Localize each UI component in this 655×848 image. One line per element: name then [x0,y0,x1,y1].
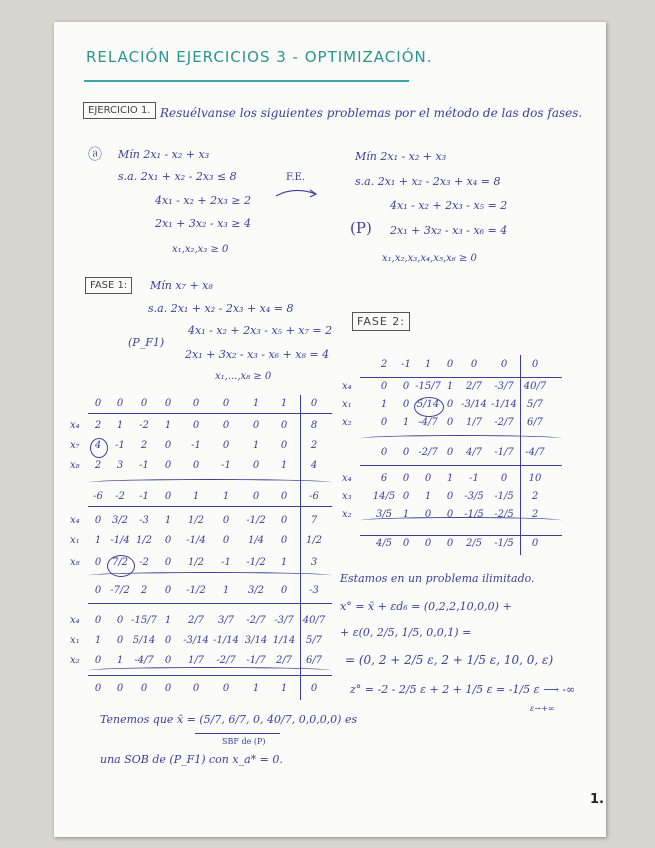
tableau-cell: 3/2 [247,585,265,596]
phase1-tableau [70,395,332,700]
row-basis-label: x₄ [342,473,352,484]
tableau-cell: 0 [252,460,260,471]
tableau-cell: 0 [402,473,410,484]
tableau-cell: 0 [424,473,432,484]
tableau-wavy-rule [360,517,562,524]
tableau-cell: 1 [116,655,124,666]
tableau-cell: 2/7 [187,615,205,626]
standard-constraint: 2x₁ + 3x₂ - x₃ - x₆ = 4 [390,224,508,237]
tableau-cell: 2/7 [275,655,293,666]
transform-arrow-icon [274,186,320,200]
exercise-label: EJERCICIO 1. [83,102,156,119]
original-constraint: s.a. 2x₁ + x₂ - 2x₃ ≤ 8 [118,170,237,183]
ray-equation: x° = x̄ + εd₆ = (0,2,2,10,0,0) + [340,600,512,613]
tableau-cell: 0 [280,535,288,546]
tableau-cell: 0 [94,398,102,409]
ray-equation: = (0, 2 + 2/5 ε, 2 + 1/5 ε, 10, 0, ε) [345,653,554,667]
tableau-cell: -1 [115,440,125,451]
tableau-cell: 1 [222,585,230,596]
tableau-cell: -3 [139,515,149,526]
tableau-cell: 1 [222,491,230,502]
tableau-cell: 0 [252,420,260,431]
tableau-rhs: 6/7 [305,655,323,666]
objective-limit: z° = -2 - 2/5 ε + 2 + 1/5 ε = -1/5 ε ⟶ -∞ [350,683,576,696]
tableau-cell: 0 [116,683,124,694]
tableau-cell: 1 [280,398,288,409]
tableau-cell: 5/14 [132,635,156,646]
tableau-cell: 1 [446,473,454,484]
tableau-cell: 3/5 [375,509,393,520]
tableau-cell: 4/5 [375,538,393,549]
tableau-cell: 0 [280,515,288,526]
tableau-cell: -1/5 [494,491,514,502]
tableau-cell: 0 [164,535,172,546]
tableau-cell: 0 [94,683,102,694]
underbrace [195,733,280,734]
tableau-cell: 7/2 [111,557,129,568]
tableau-rhs: 0 [531,359,539,370]
tableau-cell: -15/7 [131,615,157,626]
tableau-cell: 1/7 [465,417,483,428]
tableau-cell: 0 [402,447,410,458]
tableau-cell: 3/7 [217,615,235,626]
tableau-cell: 1 [424,491,432,502]
tableau-rule [88,413,332,414]
tableau-cell: -15/7 [415,381,441,392]
tableau-cell: 1 [280,683,288,694]
tableau-cell: 14/5 [372,491,396,502]
tableau-cell: 0 [94,655,102,666]
tableau-cell: 0 [402,538,410,549]
tableau-cell: 0 [164,398,172,409]
tableau-cell: -1 [401,359,411,370]
row-basis-label: x₁ [70,635,80,646]
original-constraint: 4x₁ - x₂ + 2x₃ ≥ 2 [155,194,251,207]
tableau-cell: 0 [94,515,102,526]
tableau-cell: 0 [424,509,432,520]
tableau-cell: 4/7 [465,447,483,458]
tableau-cell: -2/7 [494,417,514,428]
tableau-cell: 0 [164,491,172,502]
tableau-cell: 1/2 [187,557,205,568]
tableau-cell: 0 [500,359,508,370]
tableau-cell: 0 [192,420,200,431]
tableau-rhs: 10 [528,473,542,484]
standard-constraint: 4x₁ - x₂ + 2x₃ - x₅ = 2 [390,199,508,212]
tableau-cell: -1/2 [246,515,266,526]
tableau-cell: -2/7 [418,447,438,458]
phase1-objective: Mín x₇ + x₈ [150,279,213,292]
tableau-cell: 0 [116,635,124,646]
tableau-rhs: 5/7 [305,635,323,646]
problem-p-label: (P) [350,219,372,237]
tableau-cell: 0 [164,460,172,471]
tableau-cell: 0 [446,399,454,410]
tableau-rhs: 4 [310,460,318,471]
tableau-cell: 2 [140,585,148,596]
tableau-cell: 0 [446,417,454,428]
tableau-cell: 1 [252,440,260,451]
tableau-cell: -1/14 [213,635,239,646]
tableau-rule [360,465,562,466]
tableau-cell: 1 [164,515,172,526]
tableau-cell: 5/14 [416,399,440,410]
tableau-wavy-rule [88,667,332,674]
page-title: RELACIÓN EJERCICIOS 3 - OPTIMIZACIÓN. [86,48,433,66]
tableau-cell: 0 [192,460,200,471]
row-basis-label: x₄ [70,515,80,526]
original-constraint: 2x₁ + 3x₂ - x₃ ≥ 4 [155,217,251,230]
tableau-cell: 1/7 [187,655,205,666]
pivot-circle [414,397,444,417]
tableau-cell: 0 [280,440,288,451]
tableau-cell: 0 [380,447,388,458]
tableau-rhs: 40/7 [302,615,326,626]
tableau-cell: -1/5 [494,538,514,549]
tableau-cell: -2/7 [216,655,236,666]
tableau-cell: 1 [424,359,432,370]
sbf-note: SBF de (P) [222,737,266,746]
tableau-cell: 6 [380,473,388,484]
row-basis-label: x₂ [342,417,352,428]
tableau-cell: 1 [94,635,102,646]
tableau-cell: 0 [402,399,410,410]
tableau-rhs: 0 [531,538,539,549]
tableau-cell: 2/5 [465,538,483,549]
tableau-cell: -1/4 [186,535,206,546]
row-basis-label: x₁ [70,535,80,546]
part-a-marker: ⓐ [88,147,102,163]
row-basis-label: x₄ [70,615,80,626]
tableau-cell: 0 [380,417,388,428]
original-nonneg: x₁,x₂,x₃ ≥ 0 [172,244,229,255]
tableau-cell: 0 [280,420,288,431]
ray-equation: + ε(0, 2/5, 1/5, 0,0,1) = [340,626,472,639]
row-basis-label: x₇ [70,440,80,451]
phase2-tableau [342,355,562,555]
tableau-cell: 1 [116,420,124,431]
tableau-cell: 0 [192,398,200,409]
tableau-cell: 0 [164,683,172,694]
tableau-cell: -2 [115,491,125,502]
tableau-cell: 0 [164,635,172,646]
tableau-cell: -1/2 [246,557,266,568]
tableau-cell: 3/14 [244,635,268,646]
tableau-cell: 1 [164,615,172,626]
tableau-cell: 1 [446,381,454,392]
pivot-circle [90,438,108,458]
tableau-wavy-rule [88,479,332,486]
tableau-rule [88,675,332,676]
tableau-cell: 0 [402,491,410,502]
tableau-cell: 0 [164,440,172,451]
tableau-rhs: 7 [310,515,318,526]
original-objective: Mín 2x₁ - x₂ + x₃ [118,148,210,161]
tableau-cell: 0 [280,585,288,596]
tableau-cell: 3/2 [111,515,129,526]
page-number: 1. [590,792,604,807]
tableau-rhs: 8 [310,420,318,431]
tableau-cell: -3/7 [494,381,514,392]
tableau-cell: -1/14 [491,399,517,410]
tableau-cell: 1 [252,683,260,694]
tableau-cell: 3 [116,460,124,471]
phase1-conclusion: una SOB de (P_F1) con x_a* = 0. [100,753,283,766]
pivot-circle [107,555,135,577]
tableau-wavy-rule [360,435,562,442]
tableau-rhs: 3 [310,557,318,568]
tableau-cell: -1/4 [110,535,130,546]
tableau-cell: 0 [140,398,148,409]
tableau-cell: -3/14 [183,635,209,646]
phase1-nonneg: x₁,...,x₈ ≥ 0 [215,371,272,382]
tableau-cell: 0 [222,440,230,451]
tableau-cell: -1 [221,557,231,568]
tableau-cell: 1 [280,557,288,568]
tableau-cell: -2/5 [494,509,514,520]
phase1-label: FASE 1: [85,277,132,294]
tableau-cell: 1/4 [247,535,265,546]
tableau-cell: -6 [93,491,103,502]
tableau-cell: 1/2 [187,515,205,526]
exercise-statement: Resuélvanse los siguientes problemas por el método de las dos fases. [160,106,583,120]
tableau-rhs: 5/7 [526,399,544,410]
phase1-problem-label: (P_F1) [128,336,165,349]
tableau-rhs: -3 [309,585,319,596]
tableau-cell: -2/7 [246,615,266,626]
standard-nonneg: x₁,x₂,x₃,x₄,x₅,x₆ ≥ 0 [382,253,477,264]
tableau-rhs: 2 [531,509,539,520]
tableau-cell: 1 [380,399,388,410]
phase2-label: FASE 2: [352,312,410,331]
tableau-rule [360,377,562,378]
tableau-cell: 2 [94,460,102,471]
tableau-cell: 0 [222,398,230,409]
tableau-rule [88,603,332,604]
tableau-rhs: 2 [310,440,318,451]
tableau-cell: 0 [222,535,230,546]
tableau-cell: 1/14 [272,635,296,646]
row-basis-label: x₈ [70,460,80,471]
row-basis-label: x₄ [70,420,80,431]
tableau-cell: -1 [221,460,231,471]
tableau-cell: -1/5 [464,509,484,520]
tableau-rhs: -4/7 [525,447,545,458]
limit-subscript: ε→+∞ [530,704,555,713]
tableau-rule [360,535,562,536]
tableau-cell: -3/5 [464,491,484,502]
tableau-cell: 0 [192,683,200,694]
phase1-constraint: s.a. 2x₁ + x₂ - 2x₃ + x₄ = 8 [148,302,294,315]
tableau-cell: 0 [222,515,230,526]
tableau-cell: -1 [139,460,149,471]
tableau-cell: -1 [139,491,149,502]
phase1-constraint: 4x₁ - x₂ + 2x₃ - x₅ + x₇ = 2 [188,324,333,337]
tableau-cell: 0 [424,538,432,549]
tableau-cell: -7/2 [110,585,130,596]
tableau-cell: 0 [116,615,124,626]
title-underline [84,80,409,82]
tableau-cell: 0 [164,557,172,568]
tableau-cell: 0 [222,420,230,431]
tableau-cell: 0 [116,398,124,409]
tableau-cell: 0 [222,683,230,694]
phase1-constraint: 2x₁ + 3x₂ - x₃ - x₆ + x₈ = 4 [185,348,330,361]
tableau-cell: 0 [280,491,288,502]
tableau-cell: 2 [140,440,148,451]
row-basis-label: x₈ [70,557,80,568]
tableau-rhs: 0 [310,398,318,409]
tableau-divider [300,395,301,700]
standard-constraint: s.a. 2x₁ + x₂ - 2x₃ + x₄ = 8 [355,175,501,188]
tableau-cell: 0 [446,538,454,549]
tableau-rhs: -6 [309,491,319,502]
row-basis-label: x₄ [342,381,352,392]
tableau-cell: 1 [402,417,410,428]
tableau-cell: 0 [402,381,410,392]
row-basis-label: x₂ [342,509,352,520]
tableau-rhs: 0 [310,683,318,694]
tableau-cell: 0 [500,473,508,484]
tableau-rhs: 2 [531,491,539,502]
tableau-cell: 0 [380,381,388,392]
tableau-cell: 1 [280,460,288,471]
tableau-divider [520,355,521,555]
tableau-cell: 4 [94,440,102,451]
tableau-cell: 1 [402,509,410,520]
row-basis-label: x₁ [342,399,352,410]
standard-form-label: F.E. [286,172,306,183]
tableau-cell: 2/7 [465,381,483,392]
tableau-cell: -4/7 [134,655,154,666]
phase1-conclusion: Tenemos que x̄ = (5/7, 6/7, 0, 40/7, 0,0,0,0) es [100,713,358,726]
tableau-cell: -1 [469,473,479,484]
tableau-rhs: 1/2 [305,535,323,546]
tableau-cell: 1/2 [135,535,153,546]
tableau-cell: -2 [139,557,149,568]
tableau-cell: 0 [164,585,172,596]
tableau-cell: 0 [470,359,478,370]
tableau-cell: 0 [94,585,102,596]
tableau-cell: -1 [191,440,201,451]
tableau-rule [88,506,332,507]
tableau-cell: 0 [164,655,172,666]
tableau-cell: 1 [94,535,102,546]
tableau-cell: -3/7 [274,615,294,626]
tableau-rhs: 40/7 [523,381,547,392]
tableau-cell: -2 [139,420,149,431]
tableau-cell: -1/7 [494,447,514,458]
tableau-cell: 0 [252,491,260,502]
tableau-rhs: 6/7 [526,417,544,428]
tableau-cell: 0 [94,615,102,626]
tableau-cell: 2 [94,420,102,431]
standard-objective: Mín 2x₁ - x₂ + x₃ [355,150,447,163]
tableau-cell: 0 [446,447,454,458]
tableau-cell: -4/7 [418,417,438,428]
tableau-cell: -1/7 [246,655,266,666]
tableau-cell: 1 [164,420,172,431]
tableau-cell: 2 [380,359,388,370]
row-basis-label: x₃ [342,491,352,502]
tableau-cell: 1 [252,398,260,409]
row-basis-label: x₂ [70,655,80,666]
tableau-cell: -1/2 [186,585,206,596]
tableau-cell: 0 [140,683,148,694]
tableau-cell: 0 [446,491,454,502]
unbounded-statement: Estamos en un problema ilimitado. [340,572,535,585]
tableau-cell: 0 [446,509,454,520]
tableau-cell: 0 [94,557,102,568]
tableau-cell: -3/14 [461,399,487,410]
tableau-cell: 0 [446,359,454,370]
tableau-cell: 1 [192,491,200,502]
